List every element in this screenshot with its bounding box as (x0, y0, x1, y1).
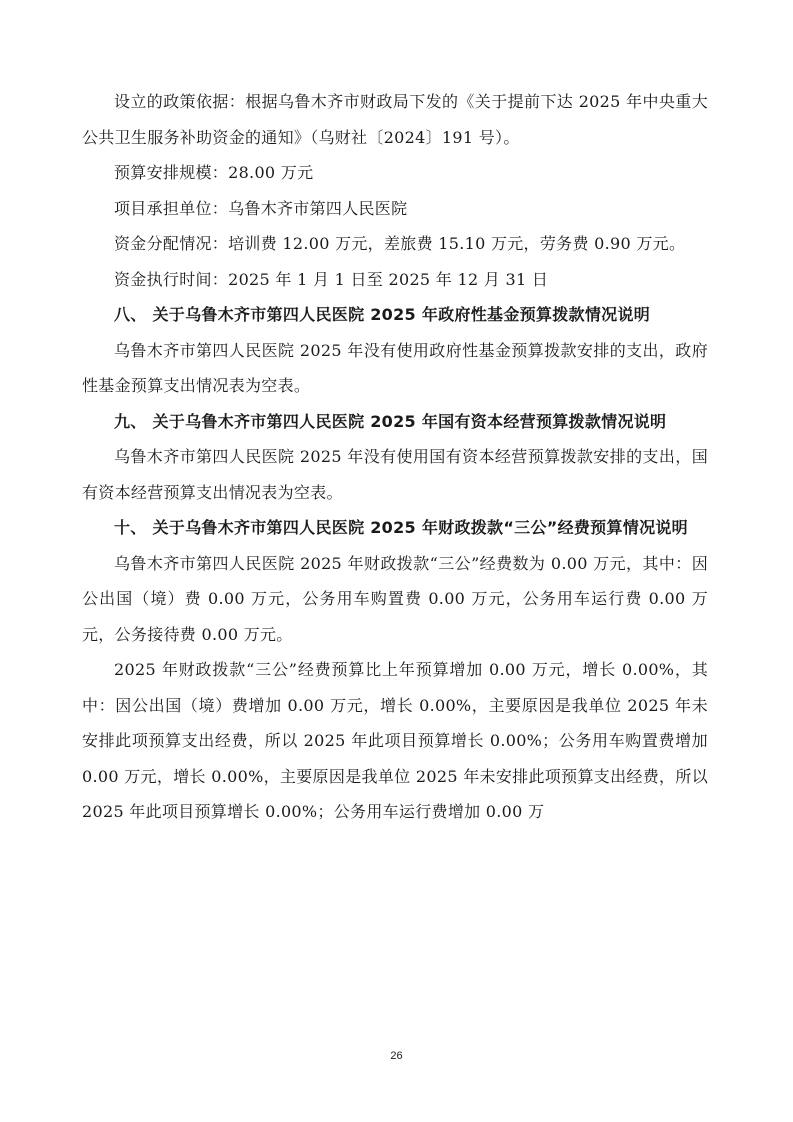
execution-time-paragraph: 资金执行时间：2025 年 1 月 1 日至 2025 年 12 月 31 日 (114, 269, 549, 289)
section-10-body-1: 乌鲁木齐市第四人民医院 2025 年财政拨款“三公”经费数为 0.00 万元，其中：因公出国（境）费 0.00 万元，公务用车购置费 0.00 万元，公务用车运行费 0.00 万元，公务接待费 0.00 万元。 (82, 553, 708, 644)
section-8-heading: 八、 关于乌鲁木齐市第四人民医院 2025 年政府性基金预算拨款情况说明 (114, 305, 651, 324)
page-number: 26 (390, 1050, 403, 1062)
section-9-body: 乌鲁木齐市第四人民医院 2025 年没有使用国有资本经营预算拨款安排的支出，国有资本经营预算支出情况表为空表。 (82, 447, 708, 502)
budget-scale-paragraph: 预算安排规模：28.00 万元 (114, 163, 314, 182)
project-unit-paragraph: 项目承担单位：乌鲁木齐市第四人民医院 (114, 198, 408, 218)
section-10-body-2: 2025 年财政拨款“三公”经费预算比上年预算增加 0.00 万元，增长 0.00%，其中：因公出国（境）费增加 0.00 万元，增长 0.00%，主要原因是我单位 2025 年未安排此项预算支出经费，所以 2025 年此项目预算增长 0.00%；公务用车购置费增加 0.00 万元，增长 0.00%，主要原因是我单位 2025 年未安排此项预算支出经费，所以 2025 年此项目预算增长 0.00%；公务用车运行费增加 0.00 万 (82, 660, 708, 821)
section-8-body: 乌鲁木齐市第四人民医院 2025 年没有使用政府性基金预算拨款安排的支出，政府性基金预算支出情况表为空表。 (82, 340, 708, 395)
fund-allocation-paragraph: 资金分配情况：培训费 12.00 万元，差旅费 15.10 万元，劳务费 0.90 万元。 (114, 234, 686, 253)
policy-basis-paragraph: 设立的政策依据：根据乌鲁木齐市财政局下发的《关于提前下达 2025 年中央重大公共卫生服务补助资金的通知》（乌财社〔2024〕191 号）。 (82, 92, 708, 147)
document-page (82, 84, 708, 830)
section-9-heading: 九、 关于乌鲁木齐市第四人民医院 2025 年国有资本经营预算拨款情况说明 (114, 411, 667, 431)
section-10-heading: 十、 关于乌鲁木齐市第四人民医院 2025 年财政拨款“三公”经费预算情况说明 (114, 518, 688, 537)
